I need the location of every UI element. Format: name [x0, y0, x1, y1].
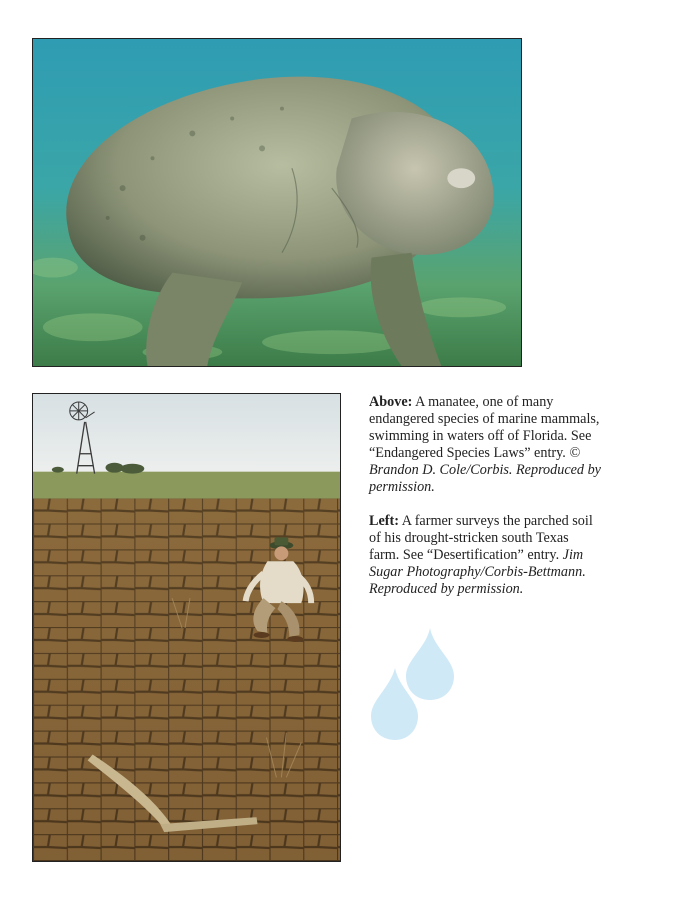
caption-above-lead: Above:	[369, 394, 413, 410]
caption-above	[369, 394, 601, 496]
manatee-photo	[32, 38, 522, 367]
caption-above-text: A manatee, one of many endangered species of marine mammals, swimming in waters off of Florida. See “Endangered Species Laws” entry.	[369, 394, 600, 461]
caption-left-lead: Left:	[369, 513, 399, 529]
caption-left	[369, 513, 601, 598]
drought-image	[33, 394, 340, 861]
water-drops-decoration	[368, 628, 460, 743]
drought-photo	[32, 393, 341, 862]
water-drop-icon	[368, 628, 460, 743]
caption-left-credit: Jim Sugar Photography/Corbis-Bettmann. Reproduced by permission.	[369, 547, 586, 597]
manatee-image	[33, 39, 521, 366]
captions	[369, 394, 601, 615]
caption-left-text: A farmer surveys the parched soil of his drought-stricken south Texas farm. See “Desertification” entry.	[369, 513, 593, 563]
caption-above-credit: © Brandon D. Cole/Corbis. Reproduced by permission.	[369, 445, 601, 495]
